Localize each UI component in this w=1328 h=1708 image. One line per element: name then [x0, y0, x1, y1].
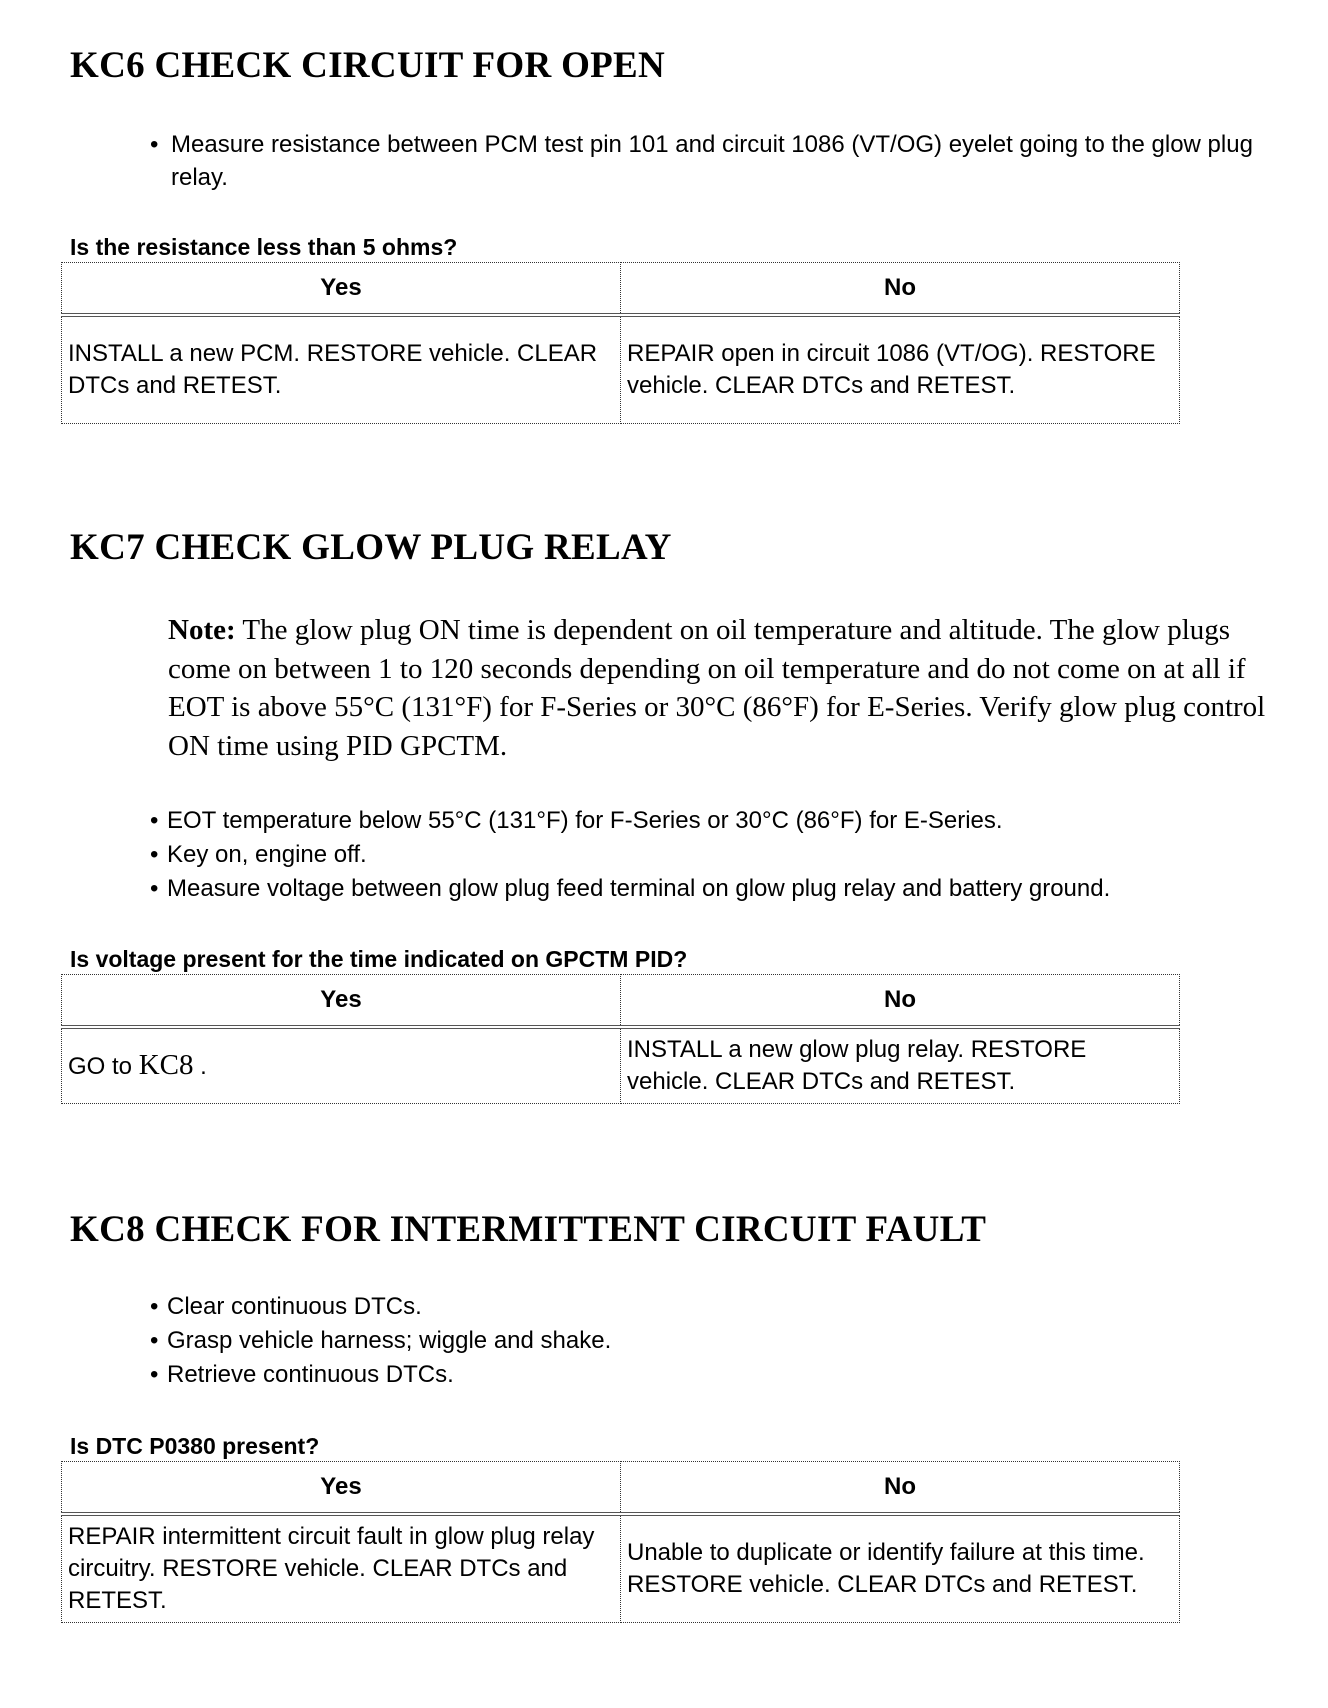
kc6-yes-cell: INSTALL a new PCM. RESTORE vehicle. CLEAR DTCs and RETEST.	[62, 315, 621, 424]
kc7-yes-cell	[62, 1027, 621, 1104]
kc7-heading: KC7 CHECK GLOW PLUG RELAY	[70, 527, 672, 568]
kc6-bullet: • Measure resistance between PCM test pin 101 and circuit 1086 (VT/OG) eyelet going to the glow plug relay.	[150, 128, 1280, 194]
kc7-yes-prefix: GO to	[68, 1052, 133, 1080]
kc6-no-cell: REPAIR open in circuit 1086 (VT/OG). RESTORE vehicle. CLEAR DTCs and RETEST.	[621, 315, 1180, 424]
kc6-answer-row	[62, 315, 1180, 424]
kc8-no-header: No	[621, 1462, 1180, 1514]
kc8-bullet: • Retrieve continuous DTCs.	[150, 1358, 1280, 1392]
kc8-question: Is DTC P0380 present?	[70, 1433, 320, 1459]
kc7-note-text: The glow plug ON time is dependent on oil temperature and altitude. The glow plugs come on between 1 to 120 seconds depending on oil temperature and do not come on at all if EOT is above 55°C (131°F) for F-Series or 30°C (86°F) for E-Series. Verify glow plug control ON time using PID GPCTM.	[168, 614, 1266, 762]
kc7-decision-table	[61, 974, 1180, 1104]
kc8-decision-table	[61, 1461, 1180, 1623]
kc7-bullet-list	[150, 804, 1320, 906]
kc8-heading: KC8 CHECK FOR INTERMITTENT CIRCUIT FAULT	[70, 1209, 987, 1250]
kc7-no-header: No	[621, 975, 1180, 1027]
kc6-heading: KC6 CHECK CIRCUIT FOR OPEN	[70, 45, 666, 86]
kc7-bullet: • Measure voltage between glow plug feed terminal on glow plug relay and battery ground.	[150, 872, 1320, 906]
kc8-no-cell: Unable to duplicate or identify failure at this time. RESTORE vehicle. CLEAR DTCs and RETEST.	[621, 1514, 1180, 1623]
kc8-reference-link[interactable]: KC8	[138, 1048, 194, 1081]
kc6-no-header: No	[621, 263, 1180, 315]
kc7-no-cell: INSTALL a new glow plug relay. RESTORE vehicle. CLEAR DTCs and RETEST.	[621, 1027, 1180, 1104]
kc6-bullet-list	[150, 128, 1280, 194]
kc6-header-row	[62, 263, 1180, 315]
kc6-yes-header: Yes	[62, 263, 621, 315]
kc7-bullet: • EOT temperature below 55°C (131°F) for F-Series or 30°C (86°F) for E-Series.	[150, 804, 1320, 838]
kc7-note	[168, 611, 1268, 765]
kc7-bullet: • Key on, engine off.	[150, 838, 1320, 872]
kc7-question: Is voltage present for the time indicated on GPCTM PID?	[70, 946, 688, 972]
kc7-note-label: Note:	[168, 614, 236, 646]
kc8-header-row	[62, 1462, 1180, 1514]
kc8-answer-row	[62, 1514, 1180, 1623]
kc8-yes-header: Yes	[62, 1462, 621, 1514]
kc6-question: Is the resistance less than 5 ohms?	[70, 234, 458, 260]
kc7-answer-row	[62, 1027, 1180, 1104]
kc7-yes-header: Yes	[62, 975, 621, 1027]
kc7-header-row	[62, 975, 1180, 1027]
kc8-bullet: • Grasp vehicle harness; wiggle and shake.	[150, 1324, 1280, 1358]
kc8-bullet: • Clear continuous DTCs.	[150, 1290, 1280, 1324]
kc8-yes-cell: REPAIR intermittent circuit fault in glow plug relay circuitry. RESTORE vehicle. CLEAR DTCs and RETEST.	[62, 1514, 621, 1623]
kc7-yes-suffix: .	[200, 1052, 207, 1080]
kc8-bullet-list	[150, 1290, 1280, 1392]
kc6-decision-table	[61, 262, 1180, 424]
